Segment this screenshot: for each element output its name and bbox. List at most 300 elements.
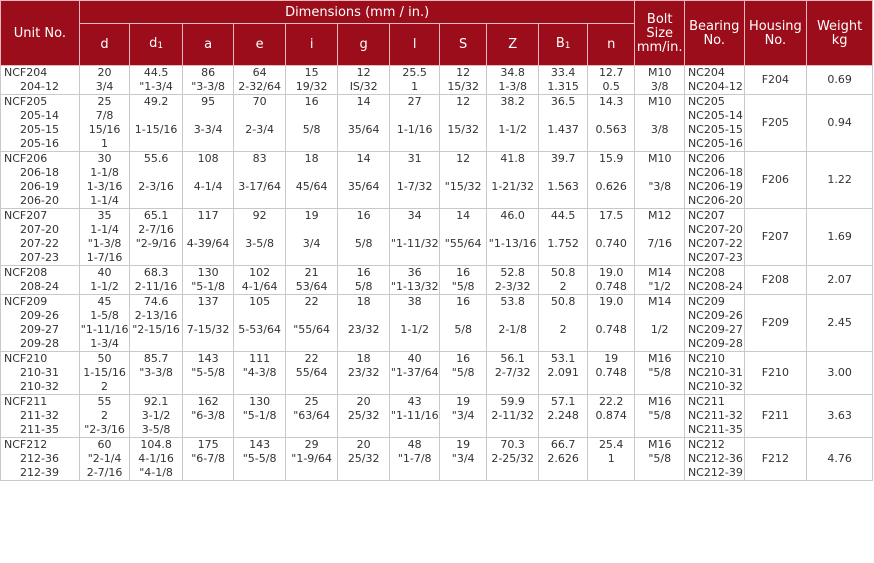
bearing-cell <box>684 352 744 395</box>
n-value <box>589 380 634 394</box>
b1-cell <box>539 152 587 209</box>
l-value: 1-1/2 <box>400 323 430 336</box>
a-cell <box>182 295 234 352</box>
bolt-value <box>636 166 683 180</box>
l-value <box>391 309 439 323</box>
d-value: 1-7/16 <box>86 251 123 264</box>
s-cell <box>440 66 486 95</box>
unit-cell <box>1 266 80 295</box>
s-value: 12 <box>456 95 471 108</box>
bearing-value: NC207-22 <box>687 237 743 250</box>
b1-value <box>540 380 585 394</box>
bolt-value <box>636 466 683 480</box>
weight-cell: 0.94 <box>807 95 873 152</box>
i-value: 19/32 <box>295 80 328 93</box>
n-value: 14.3 <box>598 95 624 108</box>
l-value <box>391 223 439 237</box>
d-value: 1 <box>101 137 109 150</box>
bearing-value: NC209-27 <box>687 323 743 336</box>
i-value <box>287 223 337 237</box>
s-value: 16 <box>456 295 471 308</box>
e-cell <box>234 152 286 209</box>
d1-cell <box>130 209 183 266</box>
n-value: 0.748 <box>595 323 627 336</box>
a-value: "5-1/8 <box>191 280 225 293</box>
n-cell <box>587 95 635 152</box>
unit-value: 212-39 <box>20 466 59 479</box>
e-value: 3-17/64 <box>238 180 281 193</box>
bearing-value: NC204 <box>687 66 725 79</box>
i-value <box>287 309 337 323</box>
housing-cell: F207 <box>744 209 807 266</box>
d1-value: 3-5/8 <box>141 423 171 436</box>
l-cell <box>389 266 440 295</box>
z-value: 1-21/32 <box>491 180 534 193</box>
e-cell <box>234 395 286 438</box>
weight-header-line: Weight <box>816 19 863 34</box>
l-value: 43 <box>407 395 422 408</box>
bearing-value: NC211 <box>687 395 725 408</box>
bearing-value: NC206 <box>687 152 725 165</box>
z-value: 1-3/8 <box>498 80 527 93</box>
unit-value: 210-31 <box>20 366 59 379</box>
unit-cell <box>1 95 80 152</box>
bearing-value: NC205-14 <box>687 109 743 122</box>
i-cell <box>285 152 338 209</box>
e-value <box>235 309 284 323</box>
bolt-value: "3/8 <box>648 180 672 193</box>
d-value: 7/8 <box>95 109 114 122</box>
a-value: 3-3/4 <box>193 123 223 136</box>
dimension-symbol: a <box>204 37 213 52</box>
unit-value: NCF212 <box>4 438 48 451</box>
e-value <box>235 194 284 208</box>
bearing-value: NC205-16 <box>687 137 743 150</box>
unit-value: NCF205 <box>4 95 48 108</box>
d1-value: "1-3/4 <box>139 80 173 93</box>
bolt-cell <box>635 266 685 295</box>
d1-value: 4-1/16 <box>138 452 174 465</box>
dimension-column-header <box>338 24 390 66</box>
e-value: 102 <box>249 266 271 279</box>
d1-value: 2-3/16 <box>138 180 174 193</box>
bearing-no-header-line: No. <box>703 33 726 48</box>
n-value: 0.563 <box>595 123 627 136</box>
z-value <box>488 466 538 480</box>
n-value: 25.4 <box>598 438 624 451</box>
g-cell <box>338 266 390 295</box>
n-cell <box>587 66 635 95</box>
i-value <box>287 466 337 480</box>
i-value <box>287 109 337 123</box>
b1-value <box>540 309 585 323</box>
b1-value: 57.1 <box>550 395 576 408</box>
z-cell <box>486 152 539 209</box>
g-value <box>339 166 388 180</box>
s-value <box>441 109 484 123</box>
dimension-symbol: B <box>555 35 565 51</box>
b1-cell <box>539 95 587 152</box>
bearing-value: NC206-20 <box>687 194 743 207</box>
bolt-value: M10 <box>647 152 672 165</box>
d1-value: 2-13/16 <box>134 309 178 322</box>
table-row <box>1 438 873 481</box>
weight-cell: 2.45 <box>807 295 873 352</box>
bearing-cell <box>684 95 744 152</box>
bolt-cell <box>635 152 685 209</box>
d1-value: 3-1/2 <box>141 409 171 422</box>
e-cell <box>234 352 286 395</box>
d1-cell <box>130 266 183 295</box>
a-value <box>184 466 233 480</box>
bearing-value: NC207 <box>687 209 725 222</box>
n-value: 0.748 <box>595 366 627 379</box>
l-value <box>391 109 439 123</box>
dimension-column-header <box>79 24 130 66</box>
g-value: 5/8 <box>354 280 373 293</box>
d-value: 35 <box>97 209 112 222</box>
n-cell <box>587 438 635 481</box>
a-value <box>184 423 233 437</box>
bearing-value: NC204-12 <box>687 80 743 93</box>
d1-value: 85.7 <box>143 352 169 365</box>
n-cell <box>587 152 635 209</box>
bolt-cell <box>635 352 685 395</box>
i-cell <box>285 295 338 352</box>
d-value: 1-1/8 <box>90 166 119 179</box>
s-value: 12 <box>456 66 471 79</box>
unit-value: 209-26 <box>20 309 59 322</box>
i-value: 16 <box>304 95 319 108</box>
g-value: 16 <box>356 209 371 222</box>
z-value: 2-25/32 <box>491 452 534 465</box>
bearing-value: NC205-15 <box>687 123 743 136</box>
s-value: 16 <box>456 266 471 279</box>
bearing-value: NC212 <box>687 438 725 451</box>
d-value: 1-3/4 <box>90 337 119 350</box>
bearing-cell <box>684 66 744 95</box>
i-value: "55/64 <box>293 323 331 336</box>
e-cell <box>234 209 286 266</box>
s-value: 14 <box>456 209 471 222</box>
e-value <box>235 137 284 151</box>
a-cell <box>182 352 234 395</box>
dimension-symbol: i <box>309 37 314 52</box>
b1-value <box>540 223 585 237</box>
bolt-size-header-line: mm/in. <box>636 40 683 55</box>
b1-value: 2.091 <box>547 366 579 379</box>
g-value: 23/32 <box>347 323 380 336</box>
d1-value <box>131 109 181 123</box>
s-value <box>441 309 484 323</box>
e-value: "4-3/8 <box>242 366 277 379</box>
bolt-value <box>636 380 683 394</box>
b1-value: 1.752 <box>547 237 579 250</box>
d1-value: 55.6 <box>143 152 169 165</box>
n-value <box>589 309 634 323</box>
g-cell <box>338 395 390 438</box>
d1-value <box>131 137 181 151</box>
bolt-value <box>636 109 683 123</box>
d-value: 40 <box>97 266 112 279</box>
s-value: "3/4 <box>451 409 475 422</box>
d-value: 3/4 <box>95 80 114 93</box>
bolt-value: M16 <box>647 395 672 408</box>
unit-no-header: Unit No. <box>1 1 80 66</box>
i-value: 55/64 <box>295 366 328 379</box>
s-cell <box>440 295 486 352</box>
g-value: 35/64 <box>347 180 380 193</box>
i-value <box>287 251 337 265</box>
l-cell <box>389 395 440 438</box>
d-cell <box>79 438 130 481</box>
bearing-no-header <box>684 1 744 66</box>
g-value <box>339 137 388 151</box>
l-value: 27 <box>407 95 422 108</box>
z-value: 41.8 <box>500 152 525 165</box>
housing-cell: F210 <box>744 352 807 395</box>
a-value: 4-1/4 <box>193 180 223 193</box>
e-cell <box>234 295 286 352</box>
d-value: "1-3/8 <box>87 237 122 250</box>
unit-value: NCF208 <box>4 266 48 279</box>
b1-cell <box>539 266 587 295</box>
e-value <box>235 223 284 237</box>
e-cell <box>234 438 286 481</box>
e-value <box>235 166 284 180</box>
s-value <box>441 251 484 265</box>
l-value <box>391 380 439 394</box>
dimension-column-header <box>130 24 183 66</box>
d-value: 50 <box>97 352 112 365</box>
a-cell <box>182 66 234 95</box>
n-value: 0.5 <box>602 80 620 93</box>
bolt-value: 3/8 <box>650 123 669 136</box>
s-value: 19 <box>456 395 471 408</box>
a-value: 95 <box>201 95 216 108</box>
e-value: 64 <box>252 66 267 79</box>
l-cell <box>389 295 440 352</box>
bearing-cell <box>684 152 744 209</box>
n-value <box>589 423 634 437</box>
z-value <box>488 309 538 323</box>
housing-no-header-line: Housing <box>748 19 802 34</box>
e-cell <box>234 66 286 95</box>
unit-value: 210-32 <box>20 380 59 393</box>
unit-cell <box>1 152 80 209</box>
e-cell <box>234 95 286 152</box>
l-value <box>391 251 439 265</box>
i-value: 45/64 <box>295 180 328 193</box>
bolt-value: 1/2 <box>650 323 669 336</box>
d1-value: "3-3/8 <box>139 366 173 379</box>
g-value: 5/8 <box>354 237 373 250</box>
a-value <box>184 337 233 351</box>
unit-value: 207-20 <box>20 223 59 236</box>
weight-cell: 2.07 <box>807 266 873 295</box>
b1-value: 36.5 <box>550 95 576 108</box>
s-value: 16 <box>456 352 471 365</box>
e-value: "5-5/8 <box>242 452 277 465</box>
dimension-column-header <box>587 24 635 66</box>
bearing-value: NC207-20 <box>687 223 743 236</box>
s-cell <box>440 352 486 395</box>
n-value: 0.748 <box>595 280 627 293</box>
b1-value: 1.563 <box>547 180 579 193</box>
unit-value: 208-24 <box>20 280 59 293</box>
weight-cell: 3.00 <box>807 352 873 395</box>
z-cell <box>486 266 539 295</box>
a-value: 175 <box>197 438 219 451</box>
d-cell <box>79 152 130 209</box>
unit-value: 209-27 <box>20 323 59 336</box>
bearing-value: NC206-19 <box>687 180 743 193</box>
z-value: 2-7/32 <box>494 366 531 379</box>
e-cell <box>234 266 286 295</box>
n-cell <box>587 209 635 266</box>
s-value <box>441 137 484 151</box>
n-value: 19.0 <box>598 266 624 279</box>
d-value: 55 <box>97 395 112 408</box>
l-value: 38 <box>407 295 422 308</box>
a-value: 130 <box>197 266 219 279</box>
n-cell <box>587 352 635 395</box>
unit-cell <box>1 209 80 266</box>
z-value: 70.3 <box>500 438 525 451</box>
z-value: 1-1/2 <box>498 123 527 136</box>
i-cell <box>285 352 338 395</box>
unit-value: 207-23 <box>20 251 59 264</box>
n-value <box>589 194 634 208</box>
b1-value: 33.4 <box>550 66 576 79</box>
g-cell <box>338 352 390 395</box>
l-cell <box>389 209 440 266</box>
bolt-value: M10 <box>647 95 672 108</box>
i-value <box>287 137 337 151</box>
i-cell <box>285 395 338 438</box>
a-cell <box>182 438 234 481</box>
d1-cell <box>130 95 183 152</box>
a-value <box>184 309 233 323</box>
dimension-symbol: g <box>359 37 368 52</box>
bearing-value: NC211-32 <box>687 409 743 422</box>
d1-cell <box>130 438 183 481</box>
i-cell <box>285 209 338 266</box>
unit-value: 204-12 <box>20 80 59 93</box>
b1-value: 53.1 <box>550 352 576 365</box>
bearing-cell <box>684 395 744 438</box>
a-value: 117 <box>197 209 219 222</box>
dimension-subscript: 1 <box>564 40 571 51</box>
z-value <box>488 380 538 394</box>
bolt-value <box>636 223 683 237</box>
s-value: "3/4 <box>451 452 475 465</box>
dimension-symbol: e <box>255 37 264 52</box>
s-value <box>441 223 484 237</box>
a-cell <box>182 266 234 295</box>
z-value: 34.8 <box>500 66 525 79</box>
z-value: 46.0 <box>500 209 525 222</box>
bearing-cell <box>684 266 744 295</box>
b1-value: 1.315 <box>547 80 579 93</box>
g-value: 14 <box>356 152 371 165</box>
b1-value: 2.626 <box>547 452 579 465</box>
l-cell <box>389 438 440 481</box>
g-value <box>339 466 388 480</box>
d1-value: 92.1 <box>143 395 169 408</box>
a-value <box>184 380 233 394</box>
e-value: 70 <box>252 95 267 108</box>
a-cell <box>182 95 234 152</box>
z-cell <box>486 95 539 152</box>
s-cell <box>440 95 486 152</box>
d-value: 1-1/4 <box>90 194 119 207</box>
d1-value: 2-11/16 <box>134 280 178 293</box>
d-cell <box>79 209 130 266</box>
i-value <box>287 166 337 180</box>
d-value: "1-11/16 <box>80 323 129 336</box>
n-value: 0.740 <box>595 237 627 250</box>
housing-no-header-line: No. <box>764 33 787 48</box>
b1-value: 66.7 <box>550 438 576 451</box>
s-cell <box>440 209 486 266</box>
unit-value: 205-14 <box>20 109 59 122</box>
a-value: "6-7/8 <box>191 452 225 465</box>
i-cell <box>285 266 338 295</box>
i-value: 53/64 <box>295 280 328 293</box>
d-value: 15/16 <box>88 123 121 136</box>
d-value: 60 <box>97 438 112 451</box>
b1-value <box>540 109 585 123</box>
n-value <box>589 223 634 237</box>
z-value: "1-13/16 <box>488 237 537 250</box>
unit-value: 211-32 <box>20 409 59 422</box>
i-value <box>287 194 337 208</box>
s-cell <box>440 395 486 438</box>
a-value <box>184 223 233 237</box>
l-value <box>391 166 439 180</box>
z-cell <box>486 352 539 395</box>
a-value <box>184 166 233 180</box>
bolt-value <box>636 137 683 151</box>
g-value: 16 <box>356 266 371 279</box>
bolt-cell <box>635 209 685 266</box>
bearing-value: NC209 <box>687 295 725 308</box>
bolt-value <box>636 251 683 265</box>
e-value: "5-1/8 <box>242 409 277 422</box>
n-value: 17.5 <box>598 209 624 222</box>
b1-value: 50.8 <box>550 266 576 279</box>
z-value <box>488 251 538 265</box>
d-value: 20 <box>97 66 112 79</box>
z-value <box>488 223 538 237</box>
l-value: 1-7/32 <box>396 180 433 193</box>
bearing-value: NC210-32 <box>687 380 743 393</box>
g-value: 20 <box>356 395 371 408</box>
d1-cell <box>130 66 183 95</box>
bolt-value: "1/2 <box>648 280 672 293</box>
d1-value <box>131 251 181 265</box>
table-row <box>1 66 873 95</box>
d1-value: 44.5 <box>143 66 169 79</box>
g-value <box>339 309 388 323</box>
l-cell <box>389 352 440 395</box>
d1-value <box>131 380 181 394</box>
z-value <box>488 423 538 437</box>
l-value: 36 <box>407 266 422 279</box>
table-row <box>1 209 873 266</box>
n-value: 15.9 <box>598 152 624 165</box>
